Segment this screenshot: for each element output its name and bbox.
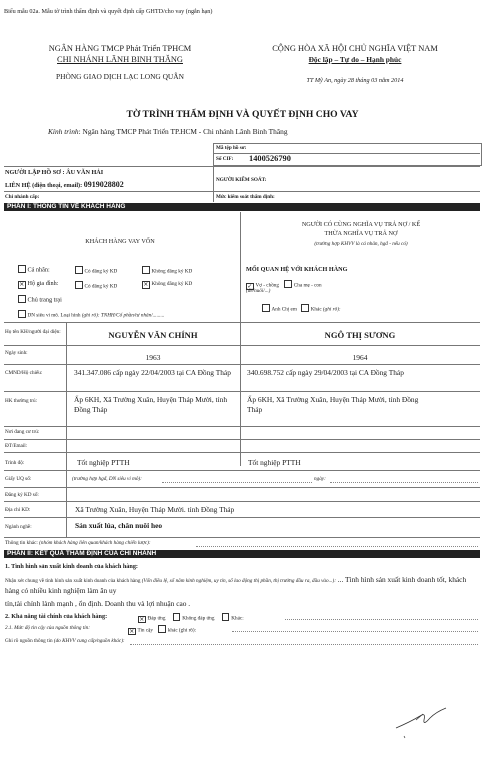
borrower-id: 341.347.086 cấp ngày 22/04/2003 tại CA Đồng Tháp: [74, 368, 231, 377]
preparer-name: ÂU VĂN HẢI: [66, 169, 104, 176]
borrower-residence: Ấp 6KH, Xã Trường Xuân, Huyện Tháp Mười, tỉnh Đồng Tháp: [74, 395, 228, 414]
micro-enterprise-label: DN siêu vi mô. Loại hình: [27, 312, 81, 319]
section-1-header: PHẦN I: THÔNG TIN VỀ KHÁCH HÀNG: [4, 203, 480, 211]
reliability-options: [128, 625, 196, 635]
contact-label: LIÊN HỆ (điện thoại, email):: [5, 182, 83, 189]
branch-issue-label: Chi nhánh cấp:: [5, 194, 40, 200]
industry-label: Ngành nghề:: [5, 524, 32, 530]
not-meets-label: Không đáp ứng: [182, 615, 215, 622]
not-meets-checkbox[interactable]: [173, 613, 181, 621]
name-label: Họ tên KH/người đại diện:: [5, 329, 61, 335]
dob-label: Ngày sinh:: [5, 350, 28, 356]
nation-motto: Độc lập – Tự do – Hạnh phúc: [308, 55, 402, 64]
parent-child-label: Cha mẹ - con: [293, 282, 322, 289]
nation-name: CỘNG HÒA XÃ HỘI CHỦ NGHĨA VIỆT NAM: [272, 44, 438, 53]
borrower-name: NGUYỄN VĂN CHÍNH: [108, 330, 198, 340]
bank-branch: CHI NHÁNH LÃNH BINH THĂNG: [57, 55, 183, 64]
preparer-label: NGƯỜI LẬP HỒ SƠ :: [5, 169, 65, 176]
household-unregistered-row: [142, 281, 192, 289]
relationship-sibling-row: [262, 304, 341, 313]
household-registered-label: Có đăng ký KD: [84, 283, 118, 290]
bank-name: NGÂN HÀNG TMCP Phát Triển TPHCM: [48, 44, 192, 53]
other-info-label: Thông tin khác:: [5, 540, 38, 546]
co-obligor-title-1: NGƯỜI CÓ CÙNG NGHĨA VỤ TRẢ NỢ / KẾ: [301, 221, 421, 228]
individual-registered-label: Có đăng ký KD: [84, 268, 118, 275]
preparer-line: [5, 169, 103, 176]
financial-capacity-options: [138, 613, 244, 623]
micro-enterprise-note: (ghi rõ): TNHH/Cổ phần/tư nhân/.........: [81, 312, 165, 319]
relationship-title: MỐI QUAN HỆ VỚI KHÁCH HÀNG: [246, 266, 348, 273]
sibling-checkbox[interactable]: [262, 304, 270, 312]
contact-line: [5, 180, 124, 189]
education-label: Trình độ:: [5, 460, 25, 466]
business-status-title: 1. Tình hình sản xuất kinh doanh của khách hàng:: [5, 563, 138, 570]
type-farm-row: [18, 295, 62, 304]
section-2-header: PHẦN II: KẾT QUẢ THẨM ĐỊNH CỦA CHI NHÁNH: [4, 550, 480, 558]
current-address-label: Nơi đang cư trú:: [5, 429, 40, 435]
household-registered-checkbox[interactable]: [75, 281, 83, 289]
individual-unregistered-label: Không đăng ký KD: [151, 268, 193, 275]
cif-number: 1400526790: [249, 154, 291, 163]
co-obligor-education: Tốt nghiệp PTTH: [248, 458, 301, 467]
capacity-other-label: Khác:: [231, 615, 244, 622]
other-relation-note: (ghi rõ):: [322, 306, 341, 313]
household-checkbox[interactable]: ×: [19, 281, 25, 288]
individual-checkbox[interactable]: [18, 265, 26, 273]
household-unregistered-label: Không đăng ký KD: [151, 281, 193, 287]
household-registered-row: [75, 281, 117, 290]
type-household-row: [18, 280, 58, 289]
kinh-trinh-value: : Ngân hàng TMCP Phát Triển TP.HCM: [78, 127, 197, 136]
info-source-note: (do KHVV cung cấp/nguồn khác):: [53, 638, 125, 644]
authorization-label: Giấy UQ số:: [5, 476, 32, 482]
farm-owner-label: Chủ trang trại: [27, 296, 62, 304]
micro-enterprise-checkbox[interactable]: [18, 310, 26, 318]
business-status-desc: [5, 575, 475, 597]
info-source-line: [5, 638, 125, 644]
individual-label: Cá nhân:: [27, 266, 50, 274]
financial-capacity-label: 2. Khả năng tài chính của khách hàng:: [5, 613, 108, 620]
authorization-note: (trường hợp hgđ, DN siêu vi mô):: [72, 476, 142, 482]
meets-checkbox[interactable]: ×: [139, 615, 145, 623]
co-obligor-id: 340.698.752 cấp ngày 29/04/2003 tại CA Đồng Tháp: [247, 368, 404, 377]
reliability-other-label: khác (ghi rõ):: [167, 627, 197, 634]
individual-unregistered-checkbox[interactable]: [142, 266, 150, 274]
reliability-label: 2.1. Mức độ tin cậy của nguồn thông tin:: [5, 625, 90, 631]
signature-mark: [390, 700, 450, 740]
type-micro-enterprise-row: [18, 310, 164, 319]
type-individual-row: [18, 265, 50, 274]
residence-label: HK thường trú:: [5, 398, 38, 404]
business-address: Xã Trường Xuân, Huyện Tháp Mười. tỉnh Đồng Tháp: [75, 505, 235, 514]
profile-code-label: Mã tệp hồ sơ:: [216, 145, 247, 151]
parent-child-checkbox[interactable]: [284, 280, 292, 288]
document-title: TỜ TRÌNH THẨM ĐỊNH VÀ QUYẾT ĐỊNH CHO VAY: [126, 109, 359, 120]
business-status-desc-a: Nhận xét chung về tình hình sản xuất kinh doanh của khách hàng: [5, 578, 141, 584]
id-label: CMND/Hộ chiếu:: [5, 370, 43, 376]
co-obligor-name: NGÔ THỊ SƯƠNG: [324, 330, 396, 340]
supervisor-label: NGƯỜI KIỂM SOÁT:: [216, 177, 267, 183]
capacity-other-checkbox[interactable]: [222, 613, 230, 621]
parent-child-note: (đẻ/nuôi/...): [246, 288, 271, 294]
business-status-text-a: ... Tình hình sản xuất kinh doanh tốt, khách hàng có nhiều kinh nghiệm làm ăn uy: [5, 575, 467, 595]
household-label: Hộ gia đình:: [27, 280, 59, 287]
business-status-text-b: tín,tài chính lành mạnh , ổn định. Doanh thu và lợi nhuận cao .: [5, 599, 191, 608]
individual-registered-checkbox[interactable]: [75, 266, 83, 274]
control-level-label: Mức kiểm soát thẩm định:: [216, 194, 275, 200]
individual-registered-row: [75, 266, 117, 275]
business-status-desc-b: (Vốn điều lệ, số năm kinh nghiệm, uy tín, số lao động thị phần, thị trường đầu ra, đầu vào...):: [141, 578, 336, 584]
meets-label: Đáp ứng: [147, 615, 166, 622]
reliable-label: Tin cậy: [137, 627, 154, 634]
co-obligor-dob: 1964: [352, 353, 368, 362]
other-relation-label: Khác: [310, 306, 322, 313]
borrower-dob: 1963: [145, 353, 161, 362]
reliability-other-checkbox[interactable]: [158, 625, 166, 633]
other-relation-checkbox[interactable]: [301, 304, 309, 312]
form-reference: Biểu mẫu 02a. Mẫu tờ trình thẩm định và quyết định cấp GHTD/cho vay (ngắn hạn): [4, 8, 213, 15]
kinh-trinh-branch: - Chi nhánh Lãnh Binh Thăng: [196, 127, 288, 136]
authorization-date-label: ngày:: [314, 476, 326, 482]
household-unregistered-checkbox[interactable]: ×: [143, 281, 149, 288]
spouse-checkbox[interactable]: ✓: [247, 282, 253, 290]
kinh-trinh-line: [48, 127, 288, 136]
other-info-line: [5, 540, 151, 546]
phone-email-label: ĐT/Email:: [5, 443, 28, 449]
individual-unregistered-row: [142, 266, 192, 275]
farm-owner-checkbox[interactable]: [18, 295, 26, 303]
co-obligor-residence: Ấp 6KH, Xã Trường Xuân, Huyện Tháp Mười, tỉnh Đồng Tháp: [247, 395, 419, 414]
spouse-label: Vợ - chồng: [255, 282, 279, 289]
borrower-education: Tốt nghiệp PTTH: [77, 458, 130, 467]
sibling-label: Anh Chị em: [271, 306, 297, 313]
reliable-checkbox[interactable]: ×: [129, 627, 135, 635]
bank-office: PHÒNG GIAO DỊCH LẠC LONG QUÂN: [56, 72, 184, 81]
business-address-label: Địa chỉ KD:: [5, 507, 31, 513]
kinh-trinh-label: Kính trình: [48, 127, 79, 136]
borrower-column-title: KHÁCH HÀNG VAY VỐN: [85, 238, 155, 245]
business-reg-label: Đăng ký KD số:: [5, 492, 39, 498]
co-obligor-title-2: THỪA NGHĨA VỤ TRẢ NỢ: [324, 230, 398, 237]
info-source-label: Ghi rõ nguồn thông tin: [5, 638, 53, 644]
cif-label: Số CIF:: [216, 156, 234, 162]
industry-value: Sản xuất lúa, chăn nuôi heo: [75, 521, 163, 530]
place-date: TT Mỹ An, ngày 28 tháng 03 năm 2014: [306, 77, 404, 84]
contact-value: 0919028802: [83, 180, 124, 189]
co-obligor-note: (trường hợp KHVV là cá nhân, hgđ - nếu có): [314, 241, 408, 247]
other-info-note: (nhóm khách hàng liên quan/khách hàng chiến lược):: [39, 540, 151, 546]
